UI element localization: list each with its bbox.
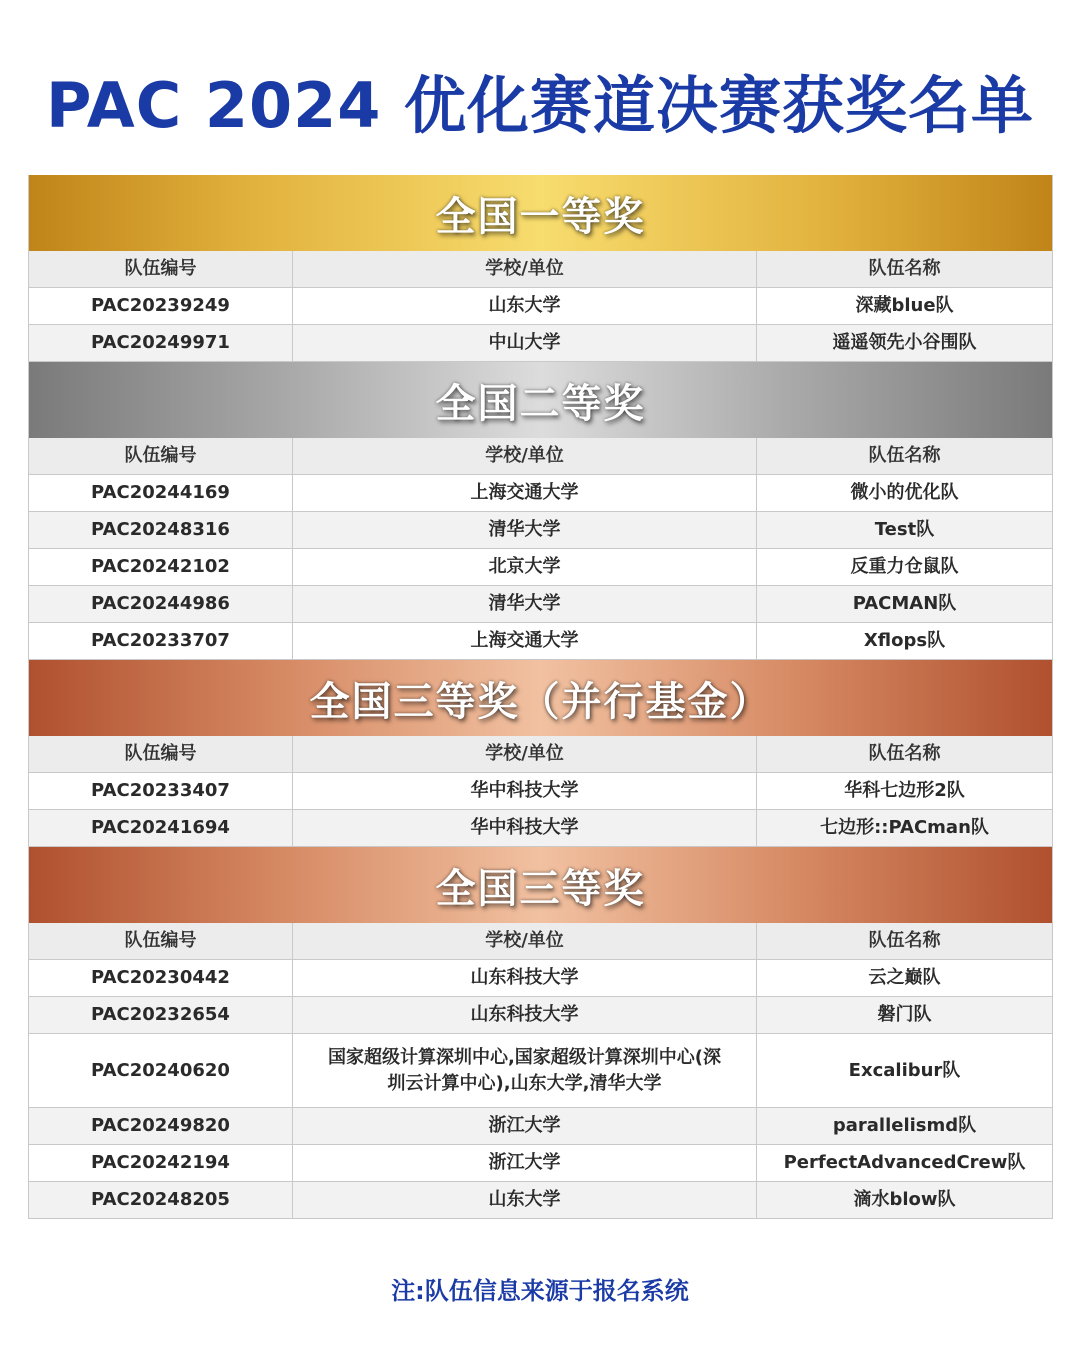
section-third-prize-fund bbox=[29, 736, 1052, 847]
team-id: PAC20233707 bbox=[91, 630, 230, 651]
team-id: PAC20244986 bbox=[91, 593, 230, 614]
team-id: PAC20240620 bbox=[91, 1059, 230, 1081]
school: 上海交通大学 bbox=[292, 623, 756, 659]
team-id: PAC20241694 bbox=[91, 817, 230, 838]
school: 中山大学 bbox=[292, 325, 756, 361]
table-row bbox=[29, 475, 1052, 512]
header-team-id: 队伍编号 bbox=[124, 743, 197, 764]
team-name: Xflops队 bbox=[756, 623, 1052, 659]
team-name: PACMAN队 bbox=[756, 586, 1052, 622]
team-id: PAC20230442 bbox=[91, 967, 230, 988]
school: 浙江大学 bbox=[292, 1145, 756, 1181]
school: 华中科技大学 bbox=[292, 810, 756, 846]
table-row bbox=[29, 586, 1052, 623]
team-name: 微小的优化队 bbox=[756, 475, 1052, 511]
school: 上海交通大学 bbox=[292, 475, 756, 511]
header-school: 学校/单位 bbox=[292, 923, 756, 959]
header-school: 学校/单位 bbox=[292, 736, 756, 772]
school: 北京大学 bbox=[292, 549, 756, 585]
awards-table bbox=[28, 175, 1053, 1219]
table-row bbox=[29, 810, 1052, 847]
school: 山东大学 bbox=[292, 288, 756, 324]
team-name: 深藏blue队 bbox=[756, 288, 1052, 324]
header-school: 学校/单位 bbox=[292, 438, 756, 474]
header-team-id: 队伍编号 bbox=[124, 930, 197, 951]
source-note: 注:队伍信息来源于报名系统 bbox=[391, 1277, 689, 1305]
team-name: 反重力仓鼠队 bbox=[756, 549, 1052, 585]
school: 山东科技大学 bbox=[292, 960, 756, 996]
school: 山东大学 bbox=[292, 1182, 756, 1218]
section-banner-third-prize-fund: 全国三等奖（并行基金） bbox=[29, 660, 1052, 736]
team-name: PerfectAdvancedCrew队 bbox=[756, 1145, 1052, 1181]
team-name: 遥遥领先小谷围队 bbox=[756, 325, 1052, 361]
team-name: 磐门队 bbox=[756, 997, 1052, 1033]
school: 国家超级计算深圳中心,国家超级计算深圳中心(深圳云计算中心),山东大学,清华大学 bbox=[292, 1034, 756, 1107]
table-header-row bbox=[29, 251, 1052, 288]
header-team-name: 队伍名称 bbox=[756, 438, 1052, 474]
team-id: PAC20233407 bbox=[91, 780, 230, 801]
school: 华中科技大学 bbox=[292, 773, 756, 809]
team-id: PAC20248205 bbox=[91, 1189, 230, 1210]
team-name: Excalibur队 bbox=[756, 1034, 1052, 1107]
team-id: PAC20249971 bbox=[91, 332, 230, 353]
table-row bbox=[29, 512, 1052, 549]
team-id: PAC20244169 bbox=[91, 482, 230, 503]
section-banner-second-prize: 全国二等奖 bbox=[29, 362, 1052, 438]
team-id: PAC20242194 bbox=[91, 1152, 230, 1173]
section-first-prize bbox=[29, 251, 1052, 362]
table-header-row bbox=[29, 923, 1052, 960]
section-banner-first-prize: 全国一等奖 bbox=[29, 175, 1052, 251]
team-id: PAC20249820 bbox=[91, 1115, 230, 1136]
team-id: PAC20248316 bbox=[91, 519, 230, 540]
school: 清华大学 bbox=[292, 512, 756, 548]
table-row bbox=[29, 773, 1052, 810]
table-row bbox=[29, 325, 1052, 362]
header-team-id: 队伍编号 bbox=[124, 258, 197, 279]
page-title: PAC 2024 优化赛道决赛获奖名单 bbox=[46, 69, 1034, 142]
table-row bbox=[29, 1182, 1052, 1219]
team-name: Test队 bbox=[756, 512, 1052, 548]
table-row bbox=[29, 1145, 1052, 1182]
team-name: 滴水blow队 bbox=[756, 1182, 1052, 1218]
team-name: 七边形::PACman队 bbox=[756, 810, 1052, 846]
table-row bbox=[29, 997, 1052, 1034]
table-row bbox=[29, 549, 1052, 586]
table-row bbox=[29, 288, 1052, 325]
school: 清华大学 bbox=[292, 586, 756, 622]
table-row bbox=[29, 1108, 1052, 1145]
team-id: PAC20239249 bbox=[91, 295, 230, 316]
section-second-prize bbox=[29, 438, 1052, 660]
section-third-prize bbox=[29, 923, 1052, 1219]
team-id: PAC20242102 bbox=[91, 556, 230, 577]
header-team-name: 队伍名称 bbox=[756, 923, 1052, 959]
table-row bbox=[29, 960, 1052, 997]
section-banner-third-prize: 全国三等奖 bbox=[29, 847, 1052, 923]
school: 浙江大学 bbox=[292, 1108, 756, 1144]
header-team-name: 队伍名称 bbox=[756, 251, 1052, 287]
table-header-row bbox=[29, 736, 1052, 773]
table-row bbox=[29, 623, 1052, 660]
team-name: parallelismd队 bbox=[756, 1108, 1052, 1144]
header-school: 学校/单位 bbox=[292, 251, 756, 287]
header-team-id: 队伍编号 bbox=[124, 445, 197, 466]
team-name: 云之巅队 bbox=[756, 960, 1052, 996]
header-team-name: 队伍名称 bbox=[756, 736, 1052, 772]
table-row bbox=[29, 1034, 1052, 1108]
team-name: 华科七边形2队 bbox=[756, 773, 1052, 809]
team-id: PAC20232654 bbox=[91, 1004, 230, 1025]
table-header-row bbox=[29, 438, 1052, 475]
school: 山东科技大学 bbox=[292, 997, 756, 1033]
